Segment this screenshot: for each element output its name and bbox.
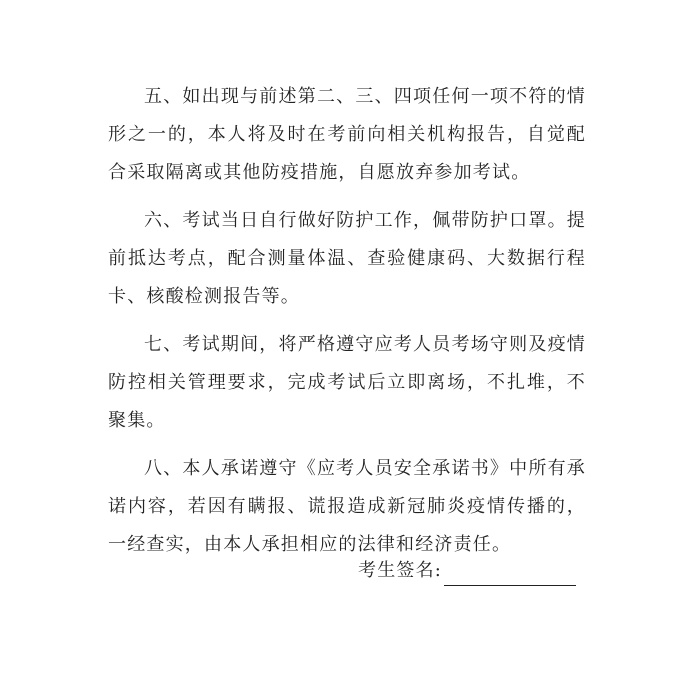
paragraph-item-8: 八、本人承诺遵守《应考人员安全承诺书》中所有承诺内容，若因有瞒报、谎报造成新冠肺炎疫情传播的，一经查实，由本人承担相应的法律和经济责任。 [108, 458, 586, 555]
signature-line [444, 563, 576, 586]
paragraph-item-6: 六、考试当日自行做好防护工作，佩带防护口罩。提前抵达考点，配合测量体温、查验健康码、大数据行程卡、核酸检测报告等。 [108, 210, 586, 307]
paragraph-item-7: 七、考试期间，将严格遵守应考人员考场守则及疫情防控相关管理要求，完成考试后立即离场，不扎堆，不聚集。 [108, 334, 586, 431]
paragraph-item-5: 五、如出现与前述第二、三、四项任何一项不符的情形之一的，本人将及时在考前向相关机构报告，自觉配合采取隔离或其他防疫措施，自愿放弃参加考试。 [108, 86, 586, 183]
signature-label: 考生签名: [358, 560, 443, 581]
signature-block [358, 556, 576, 586]
document-body [108, 78, 586, 574]
